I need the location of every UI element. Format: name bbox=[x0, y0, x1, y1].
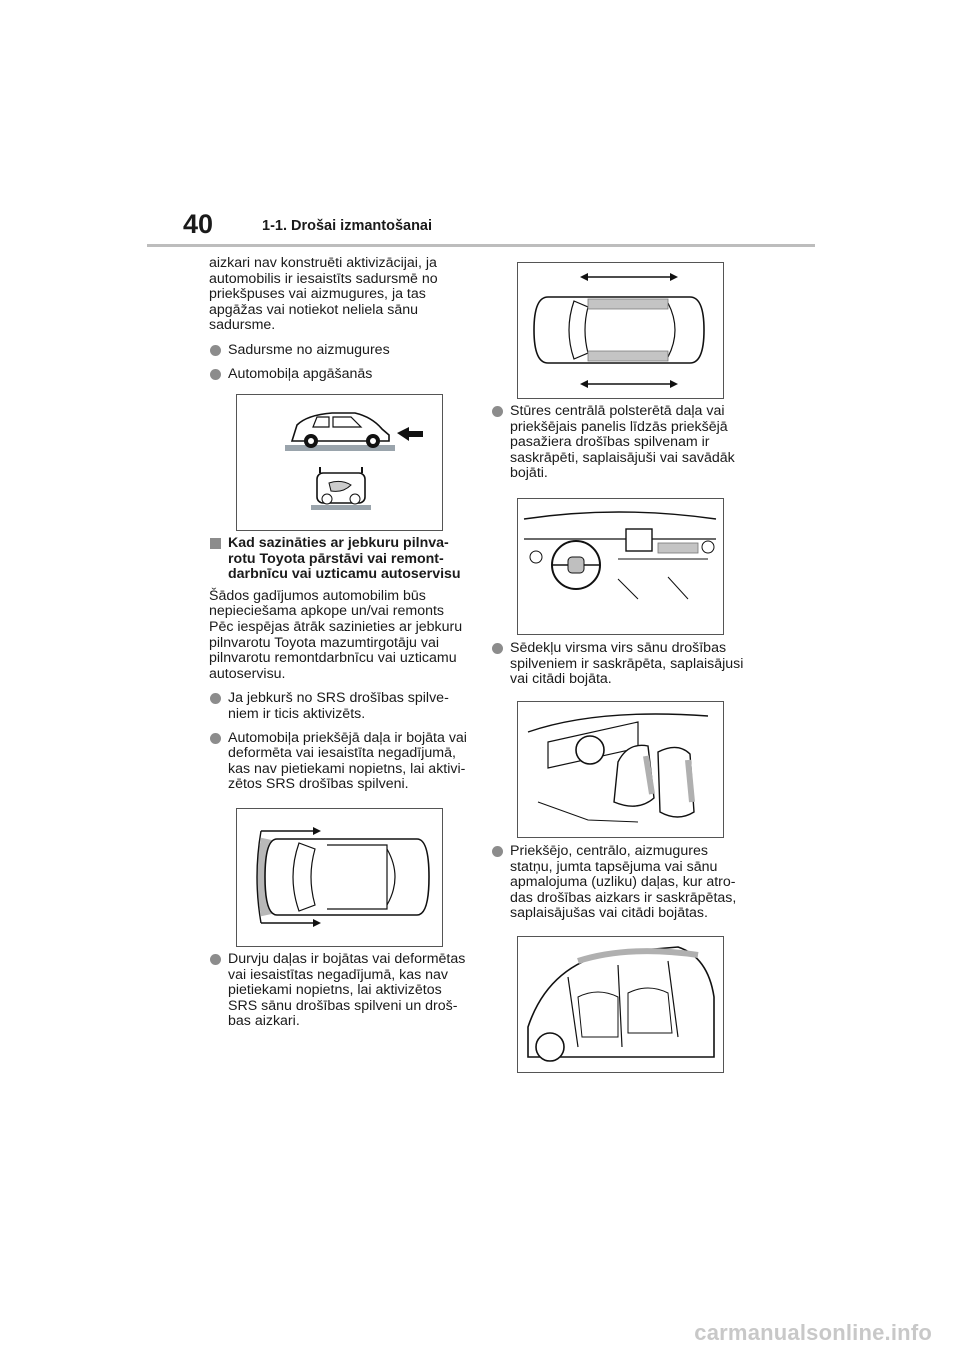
bullet-text: Durvju daļas ir bojātas vai deformētas bbox=[228, 951, 466, 967]
bullet-text: deformēta vai iesaistīta negadījumā, bbox=[228, 745, 456, 762]
section-title: 1-1. Drošai izmantošanai bbox=[262, 218, 433, 234]
bullet-text: kas nav pietiekami nopietns, lai aktivi- bbox=[228, 760, 466, 777]
bullet-text: SRS sānu drošības spilveni un droš- bbox=[228, 997, 458, 1014]
text-line: nepieciešama apkope un/vai remonts bbox=[209, 603, 445, 620]
bullet-dot-icon bbox=[492, 643, 503, 654]
bullet-text: niem ir ticis aktivizēts. bbox=[228, 705, 366, 722]
heading-line: rotu Toyota pārstāvi vai remont- bbox=[228, 550, 444, 567]
text-line: Šādos gadījumos automobilim būs bbox=[209, 587, 426, 604]
bullet-text: Sadursme no aizmugures bbox=[228, 341, 390, 358]
body-paragraph bbox=[209, 589, 479, 683]
bullet-front-damaged bbox=[209, 731, 479, 793]
text-line: automobilis ir iesaistīts sadursmē no bbox=[209, 270, 438, 287]
bullet-text: apmalojuma (uzliku) daļas, kur atro- bbox=[510, 874, 736, 891]
text-line: pilnvarotu remontdarbnīcu vai uzticamu bbox=[209, 650, 457, 667]
text-line: apgāžas vai notiekot neliela sānu bbox=[209, 301, 419, 318]
bullet-dot-icon bbox=[210, 693, 221, 704]
bullet-pillars-damaged bbox=[491, 844, 761, 922]
bullet-text: saskrāpēti, saplaisājuši vai savādāk bbox=[510, 449, 735, 466]
bullet-text: das drošības aizkars ir saskrāpētas, bbox=[510, 889, 737, 906]
bullet-text: Automobiļa apgāšanās bbox=[228, 365, 373, 382]
left-column-lower bbox=[209, 536, 479, 793]
bullet-rear-collision bbox=[209, 343, 479, 359]
intro-paragraph bbox=[209, 256, 479, 334]
rear-collision-rollover-illustration bbox=[237, 395, 442, 530]
text-line: pilnvarotu Toyota mazumtirgotāju vai bbox=[209, 634, 440, 651]
bullet-dot-icon bbox=[492, 846, 503, 857]
left-column bbox=[209, 256, 479, 382]
heading-line: darbnīcu vai uzticamu autoservisu bbox=[228, 566, 461, 583]
bullet-rollover bbox=[209, 367, 479, 383]
figure-seats bbox=[517, 701, 724, 838]
bullet-text: Automobiļa priekšējā daļa ir bojāta vai bbox=[228, 729, 467, 746]
right-column-steering bbox=[491, 404, 761, 482]
figure-front-damage bbox=[236, 808, 443, 947]
text-line: Pēc iespējas ātrāk sazinieties ar jebkuru bbox=[209, 618, 463, 635]
text-line: autoservisu. bbox=[209, 665, 286, 682]
figure-pillars bbox=[517, 936, 724, 1073]
dashboard-illustration bbox=[518, 499, 723, 634]
seats-illustration bbox=[518, 702, 723, 837]
bullet-text: bojāti. bbox=[510, 465, 548, 482]
bullet-dot-icon bbox=[210, 733, 221, 744]
text-line: sadursme. bbox=[209, 317, 276, 334]
header-divider bbox=[147, 244, 815, 247]
bullet-text: pietiekami nopietns, lai aktivizētos bbox=[228, 982, 442, 999]
figure-rear-collision-rollover bbox=[236, 394, 443, 531]
bullet-text: Sēdekļu virsma virs sānu drošības bbox=[510, 640, 727, 656]
bullet-dot-icon bbox=[492, 406, 503, 417]
front-damage-illustration bbox=[237, 809, 442, 946]
right-column-pillars bbox=[491, 844, 761, 922]
bullet-text: Stūres centrālā polsterētā daļa vai bbox=[510, 403, 725, 419]
text-line: priekšpuses vai aizmugures, ja tas bbox=[209, 286, 426, 303]
bullet-dot-icon bbox=[210, 954, 221, 965]
text-line: aizkari nav konstruēti aktivizācijai, ja bbox=[209, 255, 437, 271]
section-heading bbox=[209, 536, 479, 583]
watermark: carmanualsonline.info bbox=[694, 1320, 932, 1345]
pillars-illustration bbox=[518, 937, 723, 1072]
bullet-text: Priekšējo, centrālo, aizmugures bbox=[510, 843, 708, 859]
side-doors-illustration bbox=[518, 263, 723, 398]
bullet-text: priekšējais panelis līdzās priekšējā bbox=[510, 418, 728, 435]
left-column-bottom bbox=[209, 952, 479, 1030]
bullet-text: spilveniem ir saskrāpēta, saplaisājusi bbox=[510, 655, 744, 672]
bullet-steering-damaged bbox=[491, 404, 761, 482]
right-column-seats bbox=[491, 641, 761, 688]
bullet-text: vai iesaistītas negadījumā, kas nav bbox=[228, 966, 449, 983]
bullet-text: vai citādi bojāta. bbox=[510, 671, 612, 688]
bullet-doors-damaged bbox=[209, 952, 479, 1030]
bullet-text: pasažiera drošības spilvenam ir bbox=[510, 434, 710, 451]
heading-line: Kad sazināties ar jebkuru pilnva- bbox=[228, 535, 449, 551]
bullet-text: bas aizkari. bbox=[228, 1013, 300, 1030]
figure-dashboard bbox=[517, 498, 724, 635]
bullet-text: Ja jebkurš no SRS drošības spilve- bbox=[228, 690, 449, 707]
heading-square-icon bbox=[210, 538, 221, 549]
bullet-text: zētos SRS drošības spilveni. bbox=[228, 776, 409, 793]
bullet-dot-icon bbox=[210, 345, 221, 356]
figure-side-doors bbox=[517, 262, 724, 399]
bullet-seats-damaged bbox=[491, 641, 761, 688]
bullet-srs-activated bbox=[209, 691, 479, 722]
bullet-dot-icon bbox=[210, 369, 221, 380]
bullet-text: saplaisājušas vai citādi bojātas. bbox=[510, 905, 708, 922]
bullet-text: statņu, jumta tapsējuma vai sānu bbox=[510, 858, 718, 875]
page-number: 40 bbox=[183, 209, 214, 239]
